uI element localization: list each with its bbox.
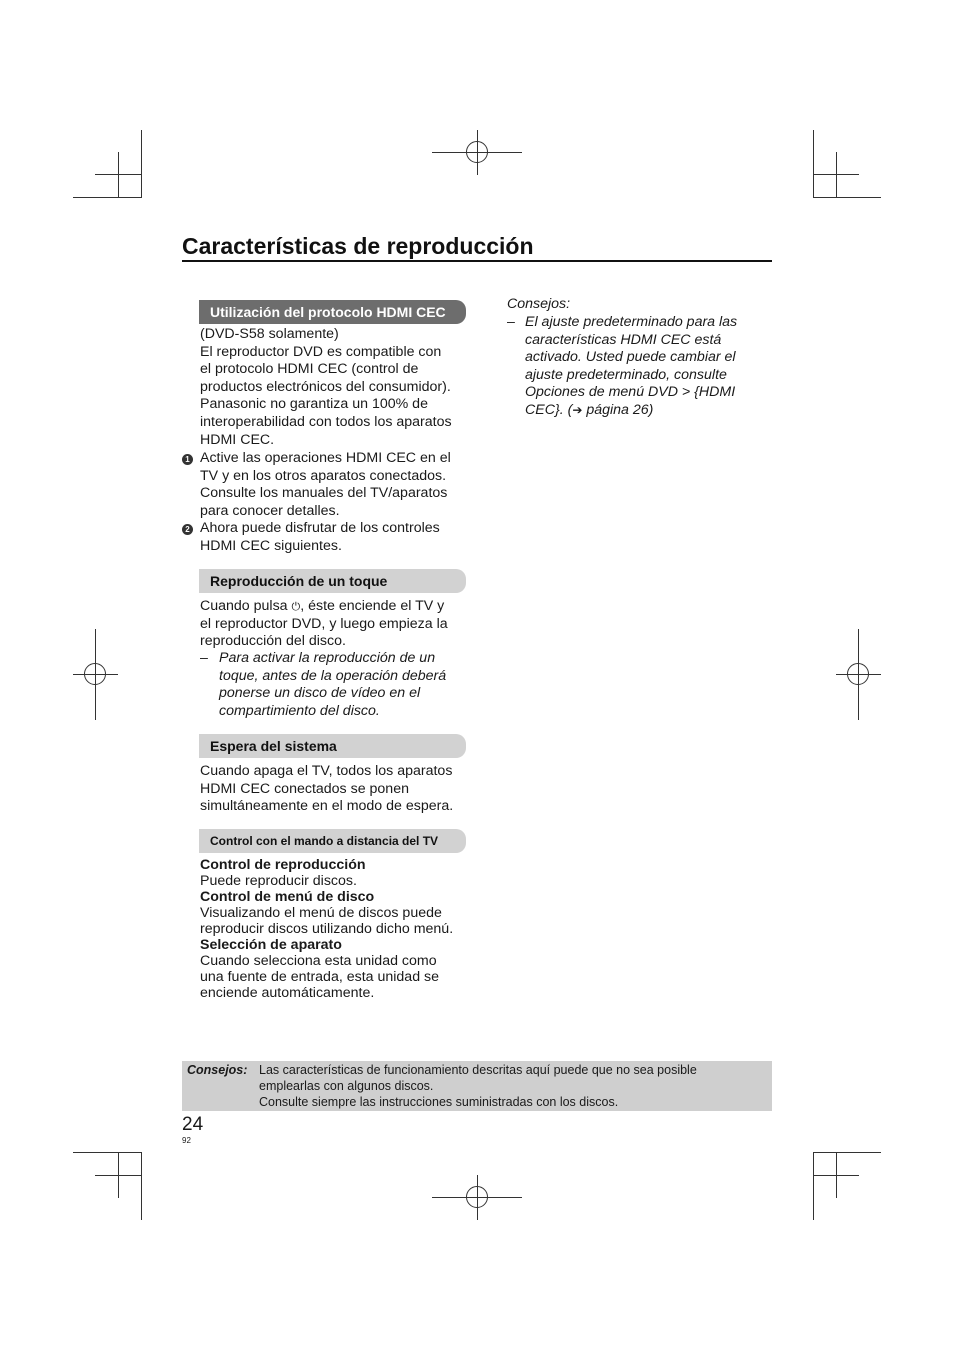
playback-control-title: Control de reproducción	[200, 857, 366, 873]
hdmi-cec-intro: (DVD-S58 solamente) El reproductor DVD es compatible con el protocolo HDMI CEC (control de productos electrónicos del consumidor). Panasonic no garantiza un 100% de interoperabilidad con todos los aparatos HDMI CEC.	[200, 326, 452, 448]
section-header-hdmi-cec: Utilización del protocolo HDMI CEC	[199, 300, 466, 324]
one-touch-play-text: Cuando pulsa ⏻, éste enciende el TV y el reproductor DVD, y luego empieza la reproducción del disco.	[200, 598, 448, 650]
title-rule	[182, 260, 772, 262]
right-tips-dash: –	[507, 314, 515, 330]
system-standby-text: Cuando apaga el TV, todos los aparatos HDMI CEC conectados se ponen simultáneamente en el modo de espera.	[200, 763, 454, 815]
device-selection-title: Selección de aparato	[200, 937, 342, 953]
footer-tips-text: Las características de funcionamiento descritas aquí puede que no sea posible emplearlas con algunos discos. Consulte siempre las instrucciones suministradas con los discos.	[259, 1063, 697, 1109]
one-touch-play-note-dash: –	[200, 650, 208, 666]
section-header-system-standby: Espera del sistema	[199, 734, 466, 758]
page-sub-number: 92	[182, 1136, 191, 1145]
step-2-text: Ahora puede disfrutar de los controles HDMI CEC siguientes.	[200, 520, 440, 554]
step-1-text: Active las operaciones HDMI CEC en el TV y en los otros aparatos conectados. Consulte los manuales del TV/aparatos para conocer detalles.	[200, 450, 451, 519]
section-header-tv-remote-control: Control con el mando a distancia del TV	[199, 829, 466, 853]
step-2-marker: 2	[182, 524, 193, 535]
footer-tips-label: Consejos:	[187, 1063, 248, 1077]
page-number: 24	[182, 1114, 204, 1135]
right-tips-title: Consejos:	[507, 296, 571, 312]
step-1-marker: 1	[182, 454, 193, 465]
disc-menu-control-title: Control de menú de disco	[200, 889, 375, 905]
right-tips-text: El ajuste predeterminado para las características HDMI CEC está activado. Usted puede cambiar el ajuste predeterminado, consulte Opciones de menú DVD > {HDMI CEC}. (➔ página 26)	[525, 314, 738, 418]
tv-remote-control-text: Control de reproducción Puede reproducir discos. Control de menú de disco Visualizando el menú de discos puede reproducir discos utilizando dicho menú. Selección de aparato Cuando selecciona esta unidad como una fuente de entrada, esta unidad se enciende automáticamente.	[200, 857, 454, 1001]
power-icon: ⏻	[291, 600, 301, 613]
one-touch-play-note: Para activar la reproducción de un toque, antes de la operación deberá ponerse un disco de vídeo en el compartimiento del disco.	[219, 650, 447, 719]
arrow-right-icon: ➔	[572, 402, 583, 417]
section-header-one-touch-play: Reproducción de un toque	[199, 569, 466, 593]
page-title: Características de reproducción	[182, 233, 534, 259]
